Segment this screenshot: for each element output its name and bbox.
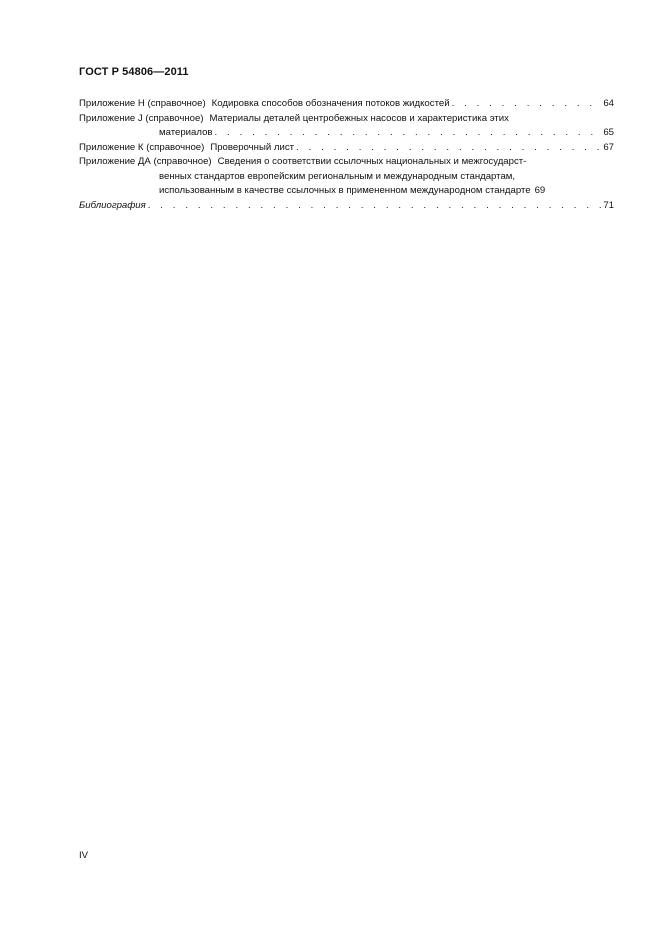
toc-entry-page: 71 — [603, 199, 614, 211]
toc-entry-appendix-k[interactable] — [79, 141, 614, 156]
page-header: ГОСТ Р 54806—2011 — [79, 66, 189, 78]
toc-line — [79, 141, 614, 156]
toc-entry-prefix: Приложение К (справочное) — [79, 141, 205, 153]
toc-entry-title-continued: материалов — [159, 127, 213, 138]
toc-line — [79, 126, 614, 141]
toc-entry-page: 69 — [534, 185, 546, 196]
toc-line — [79, 184, 614, 199]
toc-entry-page: 65 — [603, 127, 614, 138]
toc-leader-dots — [215, 126, 602, 141]
toc-line — [79, 155, 614, 170]
toc-entry-title: Материалы деталей центробежных насосов и характеристика этих — [209, 112, 509, 124]
toc-entry-title: Сведения о соответствии ссылочных национальных и межгосударст- — [217, 156, 527, 167]
table-of-contents — [79, 97, 614, 213]
toc-entry-title-continued: венных стандартов европейским региональным и международным стандартам, — [159, 170, 516, 182]
toc-entry-prefix: Приложение Н (справочное) — [79, 98, 206, 109]
toc-entry-appendix-da[interactable] — [79, 155, 614, 199]
toc-leader-dots — [148, 199, 602, 214]
page-number: IV — [79, 850, 89, 861]
toc-line — [79, 170, 614, 185]
toc-entry-title-continued: использованным в качестве ссылочных в примененном международном стандарте — [159, 185, 531, 196]
toc-entry-page: 64 — [603, 98, 614, 109]
toc-line — [79, 199, 614, 214]
toc-entry-title: Кодировка способов обозначения потоков жидкостей — [211, 98, 450, 109]
toc-entry-prefix: Приложение ДА (справочное) — [79, 156, 212, 167]
toc-line — [79, 97, 614, 112]
toc-entry-title: Проверочный лист — [210, 141, 295, 153]
toc-line — [79, 112, 614, 127]
toc-entry-appendix-h[interactable] — [79, 97, 614, 112]
toc-leader-dots — [452, 97, 602, 112]
toc-entry-appendix-j[interactable] — [79, 112, 614, 141]
toc-entry-page: 67 — [603, 141, 614, 153]
toc-leader-dots — [296, 141, 601, 156]
toc-entry-bibliography[interactable] — [79, 199, 614, 214]
toc-entry-prefix: Приложение J (справочное) — [79, 112, 204, 124]
toc-entry-title: Библиография — [79, 199, 146, 211]
